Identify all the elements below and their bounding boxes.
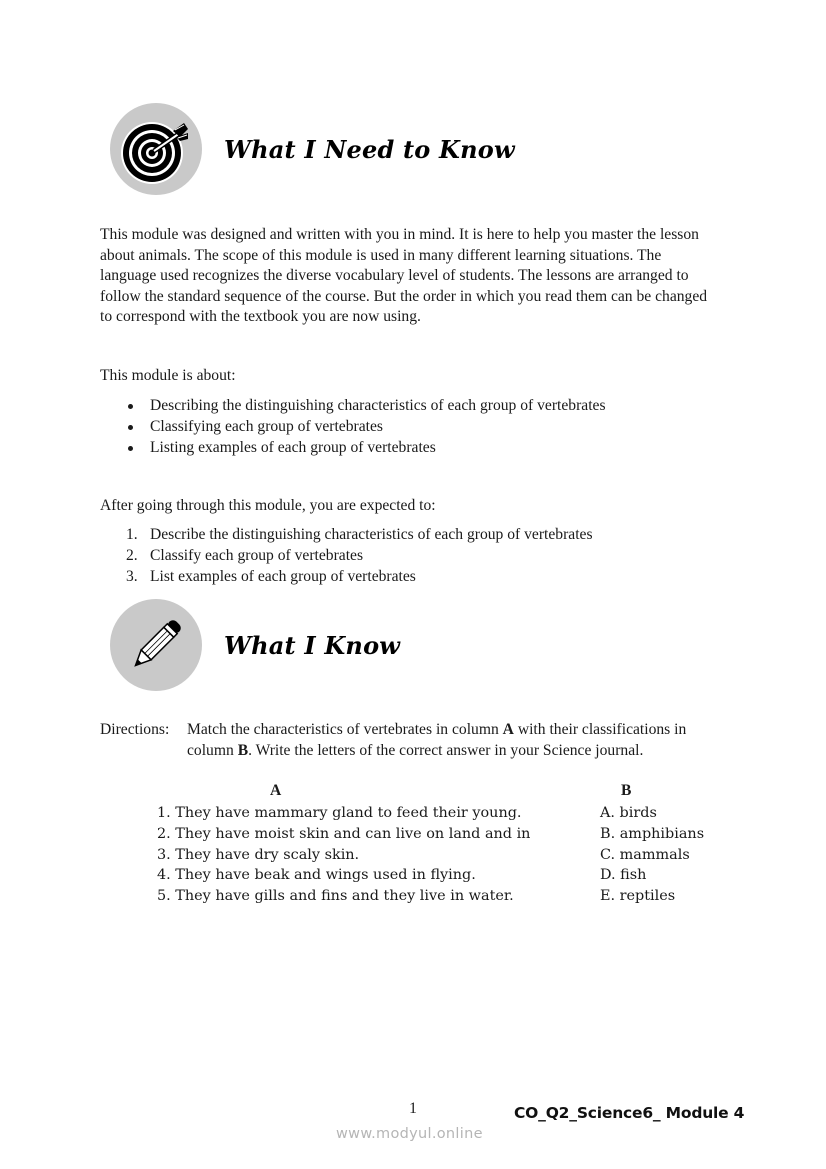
bullet-icon <box>128 404 133 409</box>
list-item: 3. List examples of each group of vertebrates <box>126 567 416 585</box>
page-number: 1 <box>409 1100 417 1117</box>
target-icon <box>110 103 202 195</box>
directions-text: Match the characteristics of vertebrates in column A with their classifications in column B. Write the letters of the correct answer in your Science journal. <box>187 721 687 759</box>
section-header-what-i-know <box>110 599 400 691</box>
intro-paragraph: This module was designed and written with you in mind. It is here to help you master the lesson about animals. The scope of this module is used in many different learning situations. The language used recognizes the diverse vocabulary level of students. The lessons are arranged to follow the standard sequence of the course. But the order in which you read them can be changed to correspond with the textbook you are now using. <box>100 226 708 326</box>
table-row: 4. They have beak and wings used in flying. D. fish <box>157 867 647 884</box>
table-row: 1. They have mammary gland to feed their young. A. birds <box>157 805 657 821</box>
list-item: Classifying each group of vertebrates <box>122 417 722 438</box>
directions-label: Directions: <box>100 721 170 738</box>
list-item: 1. Describe the distinguishing characteristics of each group of vertebrates <box>126 526 593 543</box>
table-row: 3. They have dry scaly skin. C. mammals <box>157 846 690 863</box>
objectives-list <box>122 525 722 587</box>
column-b-header: B <box>621 782 632 799</box>
list-item: 2. Classify each group of vertebrates <box>126 546 364 564</box>
about-list <box>122 396 722 458</box>
bullet-icon <box>128 425 133 430</box>
section-title: What I Need to Know <box>224 134 515 164</box>
matching-table <box>157 803 727 907</box>
bullet-icon <box>128 446 133 451</box>
column-a-header: A <box>270 782 282 799</box>
table-row: 2. They have moist skin and can live on land and in B. amphibians <box>157 825 705 842</box>
objectives-label: After going through this module, you are expected to: <box>100 497 436 514</box>
section-title: What I Know <box>224 630 401 660</box>
section-header-need-to-know <box>110 103 515 195</box>
table-row: 5. They have gills and fins and they live in water. E. reptiles <box>157 888 676 905</box>
list-item: Listing examples of each group of vertebrates <box>122 438 722 459</box>
directions <box>100 720 720 761</box>
watermark: www.modyul.online <box>336 1126 483 1142</box>
pencil-icon <box>110 599 202 691</box>
list-item: Describing the distinguishing characteristics of each group of vertebrates <box>122 396 722 417</box>
module-code: CO_Q2_Science6_ Module 4 <box>514 1104 745 1122</box>
about-label: This module is about: <box>100 367 236 384</box>
